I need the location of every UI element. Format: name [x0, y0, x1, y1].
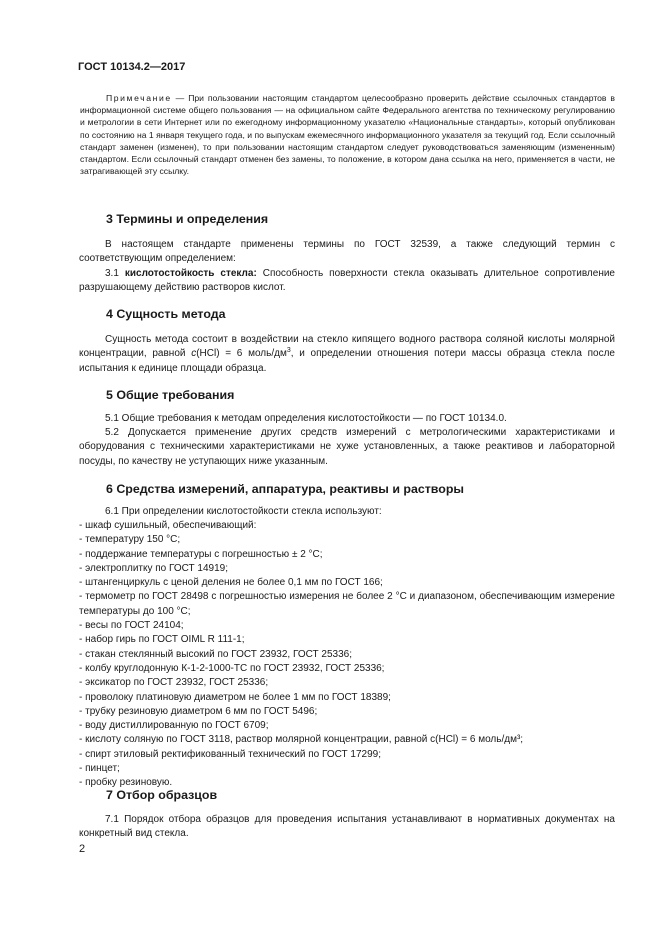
section-7-title: 7 Отбор образцов [106, 788, 218, 802]
note-text: — При пользовании настоящим стандартом целесообразно проверить действие ссылочных стандартов в информационной системе общего пользования — на официальном сайте Федерального агентства по техническому регулированию и метрологии в сети Интернет или по ежегодному информационному указателю «Национальные стандарты», который опубликован по состоянию на 1 января текущего года, и по выпускам ежемесячного информационного указателя за текущий год. Если ссылочный стандарт заменен (изменен), то при пользовании настоящим стандартом следует руководствоваться заменяющим (измененным) стандартом. Если ссылочный стандарт отменен без замены, то положение, в котором дана ссылка на него, применяется в части, не затрагивающей эту ссылку. [80, 93, 615, 177]
equipment-list-item: - спирт этиловый ректификованный технический по ГОСТ 17299; [79, 748, 381, 760]
equipment-list-item: - стакан стеклянный высокий по ГОСТ 23932, ГОСТ 25336; [79, 648, 352, 660]
equipment-list-item: - штангенциркуль с ценой деления не более 0,1 мм по ГОСТ 166; [79, 577, 383, 589]
equipment-list-item: - термометр по ГОСТ 28498 с погрешностью измерения не более 2 °С и диапазоном, обеспечивающим измерение температуры до 100 °С; [79, 591, 615, 617]
note-lead: Примечание [106, 93, 172, 103]
section-5-p2: 5.2 Допускается применение других средств измерений с метрологическими характеристиками и оборудования с техническими характеристиками не хуже установленных, а также реактивов и лабораторной посуды, по качеству не уступающих ниже указанным. [79, 427, 615, 467]
document-header: ГОСТ 10134.2—2017 [78, 61, 186, 73]
equipment-list-item: - пробку резиновую. [79, 777, 173, 789]
section-4-title: 4 Сущность метода [106, 307, 226, 321]
term-name: кислотостойкость стекла: [124, 268, 257, 279]
section-7-paragraph: 7.1 Порядок отбора образцов для проведения испытания устанавливают в нормативных документах на конкретный вид стекла. [79, 814, 615, 840]
equipment-list-item: - кислоту соляную по ГОСТ 3118, раствор молярной концентрации, равной c(HCl) = 6 моль/дм³; [79, 734, 524, 746]
section-3-paragraph: В настоящем стандарте применены термины по ГОСТ 32539, а также следующий термин с соответствующим определением: [79, 239, 615, 265]
equipment-list-item: - весы по ГОСТ 24104; [79, 620, 184, 632]
equipment-list-item: - набор гирь по ГОСТ OIML R 111-1; [79, 634, 245, 646]
equipment-list-item: - проволоку платиновую диаметром не более 1 мм по ГОСТ 18389; [79, 691, 391, 703]
equipment-list-item: - поддержание температуры с погрешностью ± 2 °С; [79, 548, 323, 560]
equipment-list-item: - трубку резиновую диаметром 6 мм по ГОСТ 5496; [79, 705, 318, 717]
equipment-list-item: - воду дистиллированную по ГОСТ 6709; [79, 720, 269, 732]
section-5-title: 5 Общие требования [106, 388, 235, 402]
section-6-intro: 6.1 При определении кислотостойкости стекла используют: [105, 506, 382, 517]
equipment-list-item: - электроплитку по ГОСТ 14919; [79, 562, 229, 574]
section-6-title: 6 Средства измерений, аппаратура, реактивы и растворы [106, 482, 464, 496]
page-number: 2 [79, 843, 86, 855]
equipment-list [79, 519, 615, 791]
equipment-list-item: - эксикатор по ГОСТ 23932, ГОСТ 25336; [79, 677, 269, 689]
section-5-p1: 5.1 Общие требования к методам определения кислотостойкости — по ГОСТ 10134.0. [105, 413, 507, 424]
equipment-list-item: - температуру 150 °С; [79, 534, 181, 546]
section-3-title: 3 Термины и определения [106, 212, 269, 226]
section-4-paragraph: Сущность метода состоит в воздействии на стекло кипящего водного раствора соляной кислоты молярной концентрации, равной c(HCl) = 6 моль/$дм^3$, и определении отношения потери массы образца стекла после испытания к единице площади образца. [79, 334, 615, 374]
equipment-list-item: - пинцет; [79, 763, 120, 775]
equipment-list-item: - шкаф сушильный, обеспечивающий: [79, 520, 257, 531]
term-definition: 3.1 кислотостойкость стекла: Способность поверхности стекла оказывать длительное сопротивление разрушающему действию растворов кислот. [79, 268, 615, 294]
note-paragraph [80, 92, 615, 177]
equipment-list-item: - колбу круглодонную К-1-2-1000-ТС по ГОСТ 23932, ГОСТ 25336; [79, 662, 385, 674]
